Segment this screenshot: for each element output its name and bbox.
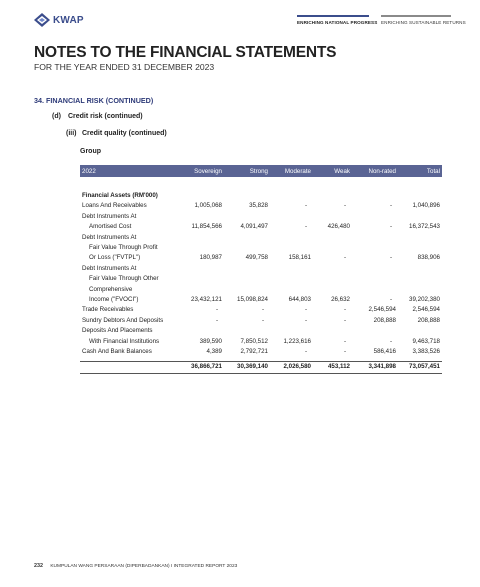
cell-non-rated: 208,888 <box>373 316 396 324</box>
cell-strong <box>224 326 270 336</box>
cell-sovereign: - <box>215 306 218 314</box>
cell-sovereign: 389,590 <box>199 337 222 345</box>
table-row <box>80 274 442 284</box>
cell-non-rated: - <box>389 223 392 231</box>
row-label: Debt Instruments At <box>82 233 137 241</box>
table-row <box>80 285 442 295</box>
page-title: NOTES TO THE FINANCIAL STATEMENTS <box>34 44 337 61</box>
table-row <box>80 337 442 347</box>
cell-non-rated <box>352 212 398 222</box>
row-label: Deposits And Placements <box>82 327 153 335</box>
col-header-non-rated: Non-rated <box>352 165 398 177</box>
subsection-text: Credit risk (continued) <box>67 113 143 120</box>
table-row <box>80 201 442 211</box>
brand-name: KWAP <box>53 14 84 26</box>
cell-total: 208,888 <box>417 316 440 324</box>
row-label: With Financial Institutions <box>89 337 160 345</box>
cell-non-rated <box>352 274 398 284</box>
row-label: Debt Instruments At <box>82 264 137 272</box>
cell-total <box>398 243 442 253</box>
table-row <box>80 295 442 305</box>
table-row <box>80 253 442 263</box>
cell-non-rated <box>352 285 398 295</box>
cell-sovereign: 180,987 <box>199 254 222 262</box>
cell-weak <box>313 243 352 253</box>
cell-weak: 426,480 <box>327 223 350 231</box>
cell-total: 9,463,718 <box>412 337 440 345</box>
table-row <box>80 316 442 326</box>
cell-moderate <box>270 264 313 274</box>
subsubsection-text: Credit quality (continued) <box>81 130 167 137</box>
cell-strong <box>224 264 270 274</box>
cell-sovereign: 1,005,068 <box>194 202 222 210</box>
cell-sovereign: - <box>215 316 218 324</box>
section-label: Financial Assets (RM'000) <box>82 192 158 199</box>
total-cell: 3,341,898 <box>352 361 398 373</box>
cell-sovereign: 11,854,566 <box>191 223 222 231</box>
spacer-row <box>80 177 442 191</box>
col-header-strong: Strong <box>224 165 270 177</box>
total-cell: 73,057,451 <box>398 361 442 373</box>
total-label-cell <box>80 361 174 373</box>
cell-sovereign <box>174 212 224 222</box>
cell-non-rated: 586,416 <box>373 348 396 356</box>
table-row <box>80 243 442 253</box>
cell-total: 16,372,543 <box>409 223 440 231</box>
cell-moderate: 1,223,616 <box>283 337 311 345</box>
col-header-moderate: Moderate <box>270 165 313 177</box>
kwap-logo <box>34 13 84 27</box>
cell-sovereign <box>174 326 224 336</box>
cell-non-rated: - <box>389 337 392 345</box>
cell-sovereign <box>174 274 224 284</box>
cell-moderate: 158,161 <box>288 254 311 262</box>
cell-weak <box>313 274 352 284</box>
cell-weak <box>313 212 352 222</box>
cell-strong <box>224 233 270 243</box>
cell-moderate <box>270 326 313 336</box>
col-header-total: Total <box>398 165 442 177</box>
cell-total <box>398 274 442 284</box>
cell-non-rated: - <box>389 254 392 262</box>
row-label: Trade Receivables <box>82 306 134 314</box>
cell-non-rated <box>352 264 398 274</box>
row-label: Debt Instruments At <box>82 212 137 220</box>
total-row <box>80 361 442 373</box>
subsubsection-heading <box>66 130 167 137</box>
tagline-left-bar <box>297 15 369 17</box>
cell-weak: 26,632 <box>331 296 350 304</box>
cell-non-rated <box>352 233 398 243</box>
col-header-sovereign: Sovereign <box>174 165 224 177</box>
cell-strong: 4,091,497 <box>240 223 268 231</box>
cell-non-rated <box>352 326 398 336</box>
cell-moderate: - <box>304 202 307 210</box>
cell-weak: - <box>343 337 346 345</box>
cell-moderate: 644,803 <box>288 296 311 304</box>
cell-sovereign: 4,389 <box>206 348 222 356</box>
cell-moderate <box>270 243 313 253</box>
total-cell: 30,369,140 <box>224 361 270 373</box>
cell-strong: 499,758 <box>245 254 268 262</box>
cell-weak: - <box>343 306 346 314</box>
cell-total: 39,202,380 <box>409 296 440 304</box>
section-label-row <box>80 191 442 201</box>
cell-non-rated: - <box>389 296 392 304</box>
cell-moderate: - <box>304 223 307 231</box>
cell-strong: 2,792,721 <box>240 348 268 356</box>
cell-strong <box>224 274 270 284</box>
table-row <box>80 222 442 232</box>
subsection-number: (d) <box>52 113 61 120</box>
cell-strong <box>224 243 270 253</box>
spacer-cell <box>80 177 442 191</box>
page-footer <box>34 563 237 569</box>
table-row <box>80 347 442 357</box>
page-number: 232 <box>34 563 43 569</box>
cell-sovereign <box>174 264 224 274</box>
cell-total <box>398 326 442 336</box>
table-row <box>80 264 442 274</box>
cell-moderate <box>270 274 313 284</box>
cell-total <box>398 233 442 243</box>
cell-moderate <box>270 285 313 295</box>
table-row <box>80 212 442 222</box>
cell-weak: - <box>343 348 346 356</box>
cell-non-rated <box>352 243 398 253</box>
row-label: Cash And Bank Balances <box>82 348 152 356</box>
cell-strong: - <box>261 316 264 324</box>
tagline-left: ENRICHING NATIONAL PROGRESS <box>297 20 378 25</box>
row-label: Income ("FVOCI") <box>89 296 139 304</box>
table-header-row <box>80 165 442 177</box>
cell-strong: 15,098,824 <box>237 296 268 304</box>
cell-non-rated: 2,546,594 <box>368 306 396 314</box>
cell-moderate <box>270 212 313 222</box>
cell-weak: - <box>343 202 346 210</box>
cell-total: 838,906 <box>417 254 440 262</box>
cell-moderate: - <box>304 348 307 356</box>
group-label: Group <box>80 148 101 155</box>
cell-total: 3,383,526 <box>412 348 440 356</box>
subsection-heading <box>52 113 143 120</box>
cell-total: 2,546,594 <box>412 306 440 314</box>
footer-text: KUMPULAN WANG PERSARAAN (DIPERBADANKAN) I INTEGRATED REPORT 2023 <box>50 564 238 569</box>
table-row <box>80 305 442 315</box>
subsubsection-number: (iii) <box>66 130 77 137</box>
row-label: Fair Value Through Other <box>89 275 159 283</box>
cell-moderate: - <box>304 306 307 314</box>
row-label: Sundry Debtors And Deposits <box>82 316 164 324</box>
tagline-right: ENRICHING SUSTAINABLE RETURNS <box>381 20 466 25</box>
total-cell: 36,866,721 <box>174 361 224 373</box>
row-label: Fair Value Through Profit <box>89 244 158 252</box>
row-label: Or Loss ("FVTPL") <box>89 254 141 262</box>
credit-quality-table <box>80 165 442 374</box>
cell-strong <box>224 285 270 295</box>
total-cell: 2,026,580 <box>270 361 313 373</box>
page-subtitle: FOR THE YEAR ENDED 31 DECEMBER 2023 <box>34 62 215 72</box>
cell-non-rated: - <box>389 202 392 210</box>
table-row <box>80 233 442 243</box>
table-row <box>80 326 442 336</box>
cell-sovereign: 23,432,121 <box>191 296 222 304</box>
row-label: Amortised Cost <box>89 223 132 231</box>
cell-strong: 7,850,512 <box>240 337 268 345</box>
cell-weak: - <box>343 254 346 262</box>
tagline-right-bar <box>381 15 451 17</box>
cell-weak <box>313 285 352 295</box>
col-header-weak: Weak <box>313 165 352 177</box>
col-header-year: 2022 <box>80 165 174 177</box>
cell-total <box>398 212 442 222</box>
total-cell: 453,112 <box>313 361 352 373</box>
cell-strong <box>224 212 270 222</box>
cell-strong: 35,828 <box>249 202 268 210</box>
cell-moderate <box>270 233 313 243</box>
cell-strong: - <box>261 306 264 314</box>
row-label: Loans And Receivables <box>82 202 147 210</box>
cell-sovereign <box>174 285 224 295</box>
row-label: Comprehensive <box>89 285 133 293</box>
cell-sovereign <box>174 243 224 253</box>
cell-weak <box>313 233 352 243</box>
cell-moderate: - <box>304 316 307 324</box>
section-heading: 34. FINANCIAL RISK (CONTINUED) <box>34 96 154 105</box>
cell-weak: - <box>343 316 346 324</box>
cell-total: 1,040,896 <box>412 202 440 210</box>
cell-total <box>398 285 442 295</box>
cell-weak <box>313 264 352 274</box>
cell-sovereign <box>174 233 224 243</box>
cell-total <box>398 264 442 274</box>
cell-weak <box>313 326 352 336</box>
kwap-logo-icon <box>34 13 50 27</box>
